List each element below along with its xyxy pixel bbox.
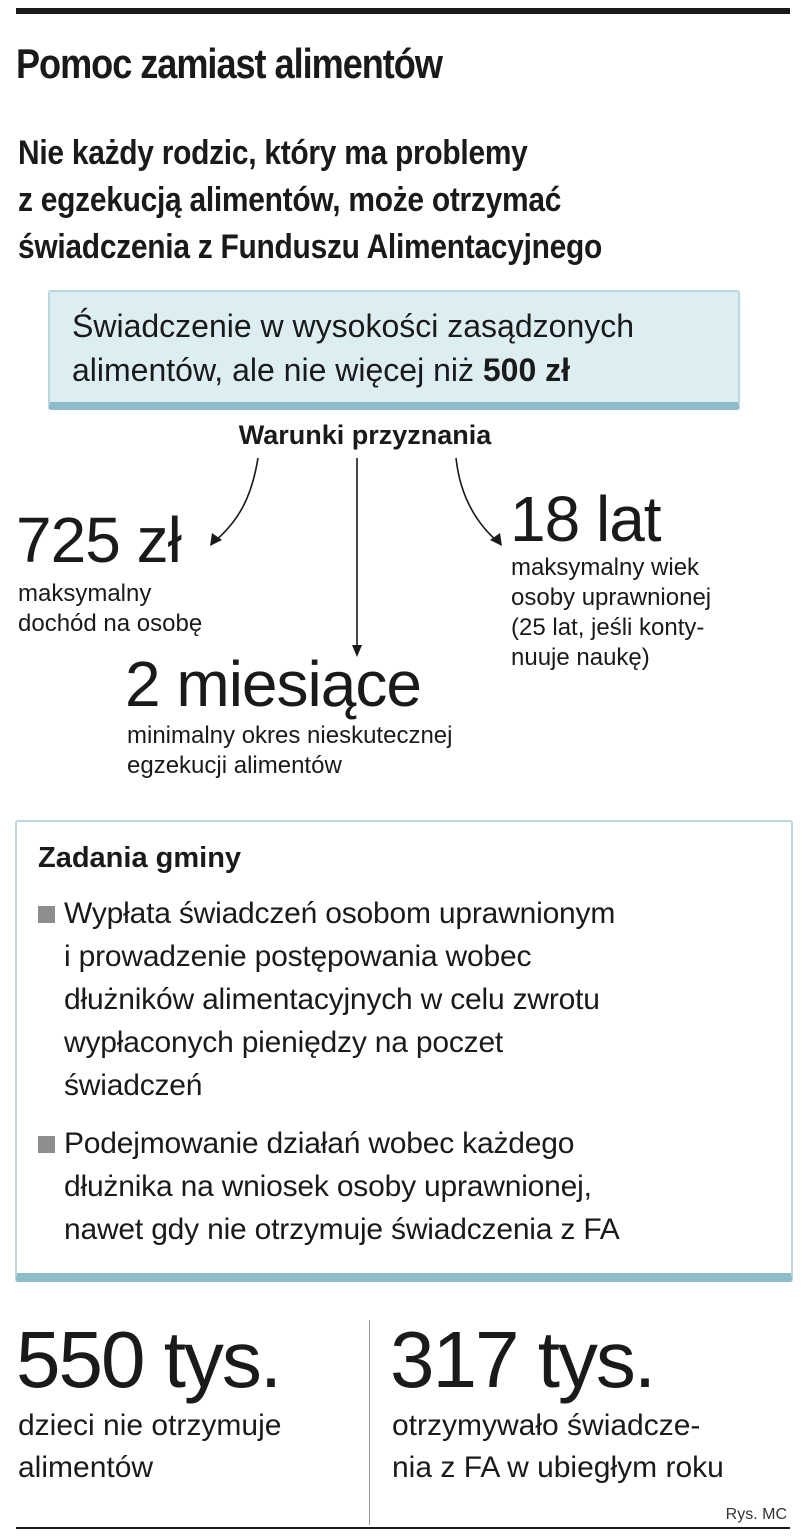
task-line: świadczeń xyxy=(64,1069,203,1102)
arrowhead-age xyxy=(490,533,502,546)
stats-divider xyxy=(369,1320,370,1525)
task-line: dłużników alimentacyjnych w celu zwrotu xyxy=(64,983,600,1016)
subtitle-line: Nie każdy rodzic, który ma problemy xyxy=(18,134,528,172)
bullet-icon xyxy=(38,906,55,923)
stat-desc-line: dzieci nie otrzymuje xyxy=(18,1409,282,1442)
bottom-rule xyxy=(16,1527,790,1529)
task-item xyxy=(64,1122,794,1251)
arrow-to-income xyxy=(214,458,258,542)
stat-children-desc xyxy=(18,1405,281,1489)
conditions-label: Warunki przyznania xyxy=(238,420,492,450)
bullet-icon xyxy=(38,1136,55,1153)
age-desc xyxy=(511,553,711,673)
stat-desc-line: alimentów xyxy=(18,1451,154,1484)
credit: Rys. MC xyxy=(725,1506,787,1523)
stat-fund-value: 317 tys. xyxy=(390,1315,655,1404)
months-value: 2 miesiące xyxy=(125,648,421,720)
income-desc xyxy=(18,579,202,639)
task-line: Wypłata świadczeń osobom uprawnionym xyxy=(64,897,616,930)
stat-desc-line: otrzymywało świadcze- xyxy=(392,1409,701,1442)
income-value: 725 zł xyxy=(16,504,181,576)
income-desc-line: dochód na osobę xyxy=(18,610,203,637)
benefit-line: Świadczenie w wysokości zasądzonych xyxy=(72,308,635,344)
task-line: dłużnika na wniosek osoby uprawnionej, xyxy=(64,1170,592,1203)
task-item xyxy=(64,892,794,1107)
age-desc-line: maksymalny wiek xyxy=(511,554,700,581)
subtitle-line: świadczenia z Funduszu Alimentacyjnego xyxy=(18,228,603,266)
task-line: i prowadzenie postępowania wobec xyxy=(64,940,532,973)
age-desc-line: osoby uprawnionej xyxy=(511,584,712,611)
benefit-amount: 500 zł xyxy=(482,352,571,388)
stat-fund-desc xyxy=(392,1405,724,1489)
months-desc xyxy=(127,721,452,781)
benefit-text: alimentów, ale nie więcej niż xyxy=(72,352,483,388)
stat-desc-line: nia z FA w ubiegłym roku xyxy=(392,1451,724,1484)
task-line: wypłaconych pieniędzy na poczet xyxy=(64,1026,504,1059)
age-value: 18 lat xyxy=(510,483,661,555)
months-desc-line: minimalny okres nieskutecznej xyxy=(127,722,453,749)
subtitle-line: z egzekucją alimentów, może otrzymać xyxy=(18,181,562,219)
page-title: Pomoc zamiast alimentów xyxy=(16,40,442,87)
arrowhead-income xyxy=(210,533,222,546)
arrow-to-age xyxy=(456,458,498,542)
months-desc-line: egzekucji alimentów xyxy=(127,752,342,779)
stat-children-value: 550 tys. xyxy=(16,1315,281,1404)
age-desc-line: (25 lat, jeśli konty- xyxy=(511,614,705,641)
age-desc-line: nuuje naukę) xyxy=(511,644,650,671)
tasks-title: Zadania gminy xyxy=(38,842,242,874)
task-line: nawet gdy nie otrzymuje świadczenia z FA xyxy=(64,1213,620,1246)
task-line: Podejmowanie działań wobec każdego xyxy=(64,1127,575,1160)
income-desc-line: maksymalny xyxy=(18,580,152,607)
